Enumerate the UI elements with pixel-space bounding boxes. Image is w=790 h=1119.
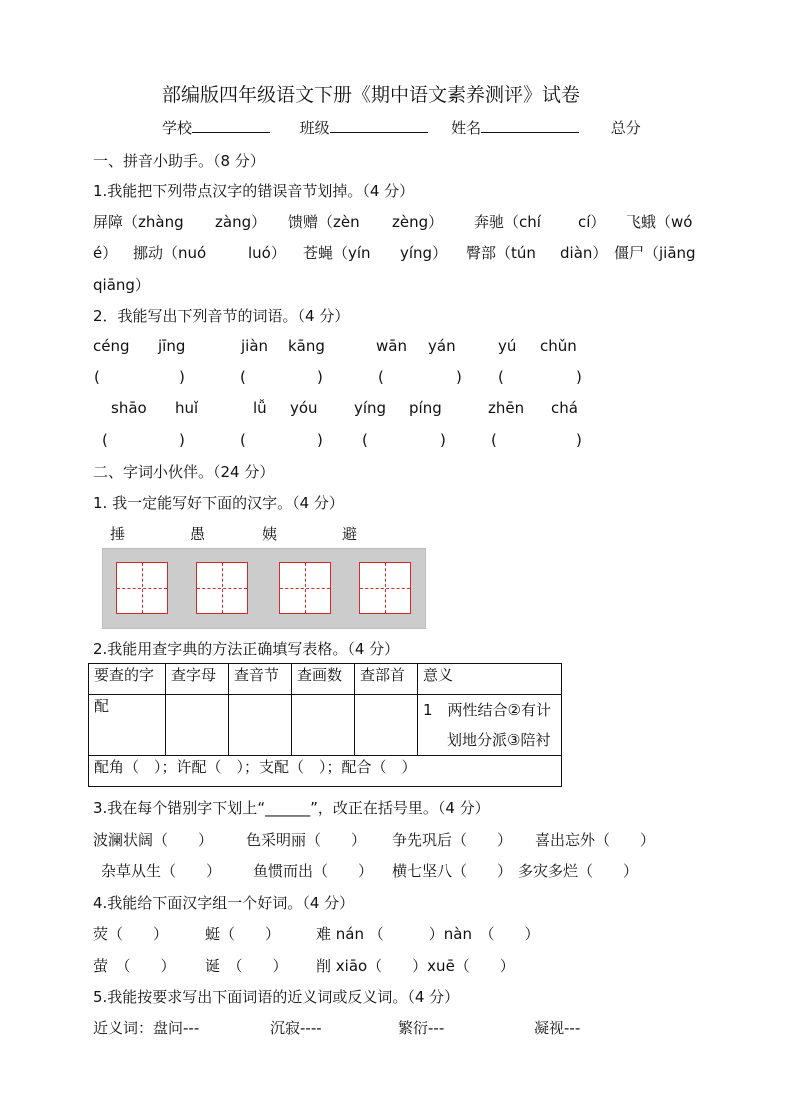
name-label: 姓名: [451, 119, 482, 137]
table-cell-blank[interactable]: [229, 695, 292, 756]
synonym-item[interactable]: 近义词：盘问---: [93, 1019, 200, 1037]
idiom-item[interactable]: 色采明丽（ ）: [246, 831, 367, 849]
tianzige-box[interactable]: [279, 562, 331, 614]
tianzige-box[interactable]: [196, 562, 248, 614]
idiom-item[interactable]: 波澜状阔（ ）: [93, 831, 214, 849]
s1-q2-title: 2．我能写出下列音节的词语。（4 分）: [93, 307, 350, 325]
word-item[interactable]: 难 nán （ ）nàn （ ）: [316, 925, 540, 943]
table-header-cell: 要查的字: [89, 664, 166, 695]
table-cell-meaning: [418, 695, 562, 756]
table-footer-cell[interactable]: 配角（ ）；许配（ ）；支配（ ）；配合（ ）: [89, 756, 562, 787]
table-footer-row: [89, 756, 562, 787]
tianzige-box[interactable]: [359, 562, 411, 614]
page-title: 部编版四年级语文下册《期中语文素养测评》试卷: [162, 84, 581, 106]
tianzige-box[interactable]: [116, 562, 168, 614]
table-row: [89, 695, 562, 756]
idiom-item[interactable]: 争先巩后（ ）: [392, 831, 513, 849]
idiom-item[interactable]: 喜出忘外（ ）: [535, 831, 656, 849]
dictionary-table: [88, 663, 562, 787]
table-header-cell: 查画数: [292, 664, 355, 695]
section1-heading: 一、拼音小助手。（8 分）: [93, 152, 265, 170]
school-label: 学校: [162, 119, 193, 137]
meaning-line: 划地分派③陪衬: [447, 731, 551, 749]
table-header-cell: 查音节: [229, 664, 292, 695]
class-label: 班级: [299, 119, 330, 137]
student-info-row: [162, 117, 641, 138]
word-item[interactable]: 蜓（ ）: [205, 925, 281, 943]
table-header-cell: 查部首: [355, 664, 418, 695]
s2-q3-title: 3.我在每个错别字下划上“______”，改正在括号里。（4 分）: [93, 799, 490, 817]
idiom-item[interactable]: 鱼惯而出（ ）: [253, 862, 374, 880]
table-cell-blank[interactable]: [292, 695, 355, 756]
table-cell-blank[interactable]: [166, 695, 229, 756]
word-item[interactable]: 萤 （ ）: [93, 957, 176, 975]
name-blank[interactable]: [481, 118, 579, 133]
word-item[interactable]: 削 xiāo（ ）xuē（ ）: [316, 957, 515, 975]
s1-q1-title: 1.我能把下列带点汉字的错误音节划掉。（4 分）: [93, 182, 415, 200]
table-header-row: [89, 664, 562, 695]
s1-q1-line3: qiāng）: [93, 276, 150, 294]
word-item[interactable]: 荧（ ）: [93, 925, 169, 943]
table-header-cell: 意义: [418, 664, 562, 695]
table-header-cell: 查字母: [166, 664, 229, 695]
s2-q1-title: 1. 我一定能写好下面的汉字。（4 分）: [93, 494, 344, 512]
total-label: 总分: [610, 119, 641, 137]
synonym-item[interactable]: 繁衍---: [398, 1019, 445, 1037]
table-cell-blank[interactable]: [355, 695, 418, 756]
idiom-item[interactable]: 杂草从生（ ）: [101, 862, 222, 880]
word-item[interactable]: 诞 （ ）: [205, 957, 288, 975]
class-blank[interactable]: [330, 118, 428, 133]
idiom-item[interactable]: 横七坚八（ ）: [392, 862, 513, 880]
meaning-line: 1 两性结合②有计: [423, 701, 551, 719]
section2-heading: 二、字词小伙伴。（24 分）: [93, 463, 275, 481]
synonym-item[interactable]: 沉寂----: [270, 1019, 322, 1037]
school-blank[interactable]: [192, 118, 270, 133]
table-cell-char: 配: [89, 695, 166, 756]
synonym-item[interactable]: 凝视---: [534, 1019, 581, 1037]
s2-q2-title: 2.我能用查字典的方法正确填写表格。（4 分）: [93, 640, 400, 658]
idiom-item[interactable]: 多灾多烂（ ）: [518, 862, 639, 880]
s2-q5-title: 5.我能按要求写出下面词语的近义词或反义词。（4 分）: [93, 988, 460, 1006]
s2-q4-title: 4.我能给下面汉字组一个好词。（4 分）: [93, 894, 355, 912]
